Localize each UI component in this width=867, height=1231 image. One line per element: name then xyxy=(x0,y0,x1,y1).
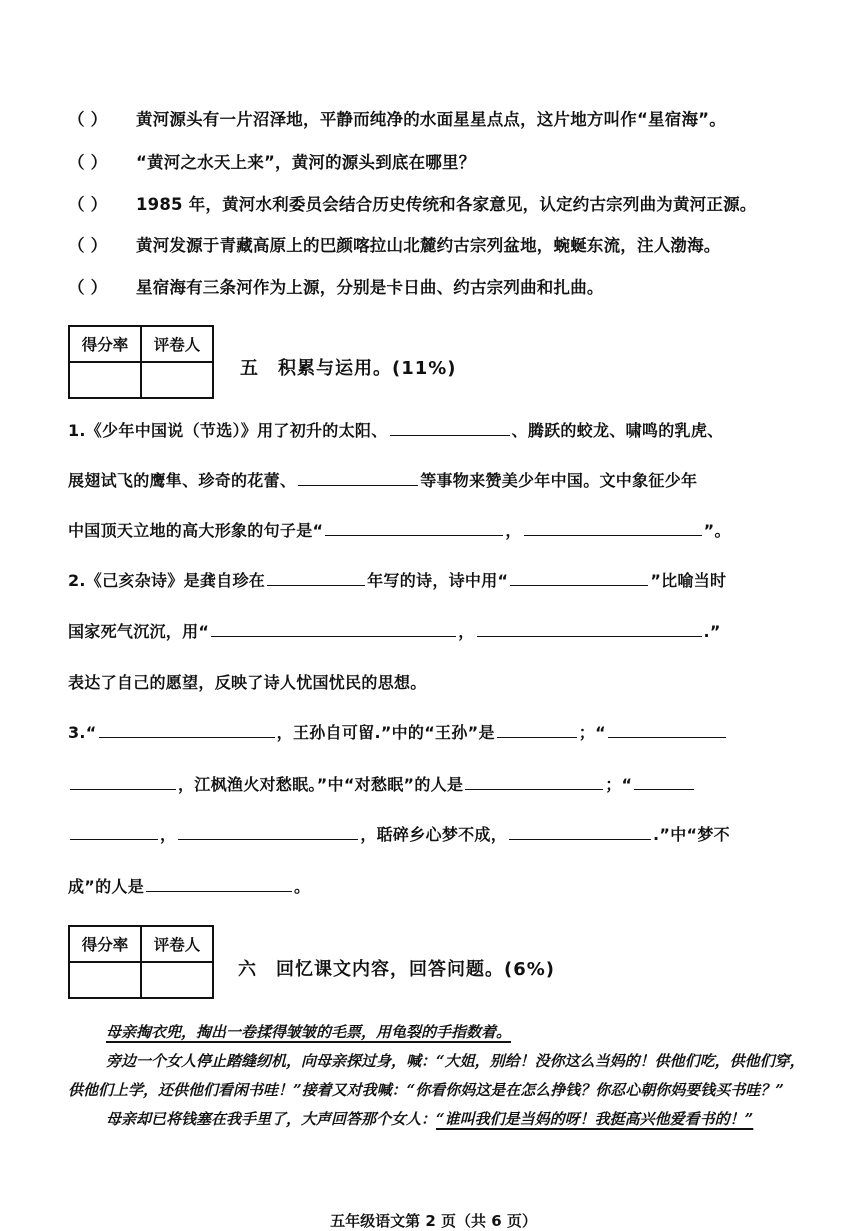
question-text: .”中“梦不 xyxy=(653,825,730,844)
grader-header: 评卷人 xyxy=(141,326,213,362)
score-table xyxy=(68,925,214,999)
passage-paragraph xyxy=(68,1018,808,1047)
question-line xyxy=(68,720,728,743)
question-text: 。 xyxy=(294,877,311,896)
question-text: 、腾跃的蛟龙、啸鸣的乳虎、 xyxy=(511,421,724,440)
answer-parenthesis[interactable]: （ ） xyxy=(68,195,108,214)
question-text: 等事物来赞美少年中国。文中象征少年 xyxy=(420,471,698,490)
question-text: ， xyxy=(160,825,177,844)
answer-blank[interactable] xyxy=(298,471,418,486)
question-line xyxy=(68,822,730,845)
question-text: ， xyxy=(458,622,475,641)
judgement-text: 星宿海有三条河作为上源，分别是卡日曲、约古宗列曲和扎曲。 xyxy=(136,278,604,297)
answer-blank[interactable] xyxy=(608,723,726,738)
answer-blank[interactable] xyxy=(99,723,275,738)
question-text: 3.“ xyxy=(68,723,97,742)
answer-blank[interactable] xyxy=(497,723,577,738)
answer-blank[interactable] xyxy=(524,521,702,536)
score-rate-header: 得分率 xyxy=(69,326,141,362)
section-title: 六 回忆课文内容，回答问题。(6%) xyxy=(238,959,556,980)
question-text: 展翅试飞的鹰隼、珍奇的花蕾、 xyxy=(68,471,297,490)
grader-cell[interactable] xyxy=(141,362,213,398)
question-line xyxy=(68,772,696,795)
passage-paragraph xyxy=(68,1105,808,1134)
question-text: 中国顶天立地的高大形象的句子是“ xyxy=(68,521,324,540)
question-text: 国家死气沉沉，用“ xyxy=(68,622,210,641)
answer-parenthesis[interactable]: （ ） xyxy=(68,278,108,297)
answer-blank[interactable] xyxy=(70,775,176,790)
answer-blank[interactable] xyxy=(510,571,648,586)
question-text: ，聒碎乡心梦不成， xyxy=(360,825,508,844)
grader-header: 评卷人 xyxy=(141,926,213,962)
question-text: ，王孙自可留.”中的“王孙”是 xyxy=(276,723,495,742)
question-text: .” xyxy=(703,622,721,641)
judgement-item xyxy=(68,149,475,173)
judgement-text: 黄河发源于青藏高原上的巴颜喀拉山北麓约古宗列盆地，蜿蜒东流，注人渤海。 xyxy=(136,236,721,255)
question-text: 2.《己亥杂诗》是龚自珍在 xyxy=(68,571,266,590)
answer-blank[interactable] xyxy=(70,825,158,840)
underlined-sentence: “谁叫我们是当妈的呀！我挺高兴他爱看书的！” xyxy=(436,1110,754,1128)
question-line xyxy=(68,619,721,642)
judgement-item xyxy=(68,106,726,130)
judgement-text: 黄河源头有一片沼泽地，平静而纯净的水面星星点点，这片地方叫作“星宿海”。 xyxy=(136,110,726,129)
answer-blank[interactable] xyxy=(325,521,503,536)
answer-blank[interactable] xyxy=(178,825,358,840)
score-rate-cell[interactable] xyxy=(69,362,141,398)
question-text: ，江枫渔火对愁眠。”中“对愁眠”的人是 xyxy=(178,775,464,794)
answer-parenthesis[interactable]: （ ） xyxy=(68,236,108,255)
underlined-sentence: 母亲掏衣兜，掏出一卷揉得皱皱的毛票，用龟裂的手指数着。 xyxy=(106,1023,512,1041)
answer-blank[interactable] xyxy=(146,877,292,892)
passage-paragraph: 旁边一个女人停止踏缝纫机，向母亲探过身，喊：“大姐，别给！没你这么当妈的！供他们吃，供他们穿，供他们上学，还供他们看闲书哇！”接着又对我喊：“你看你妈这是在怎么挣钱？你忍心朝你妈要钱买书哇？” xyxy=(68,1052,805,1099)
judgement-item xyxy=(68,232,721,256)
judgement-item xyxy=(68,191,756,215)
score-rate-cell[interactable] xyxy=(69,962,141,998)
answer-blank[interactable] xyxy=(267,571,365,586)
question-text: 1.《少年中国说（节选）》用了初升的太阳、 xyxy=(68,421,388,440)
page-footer: 五年级语文第 2 页（共 6 页） xyxy=(330,1212,537,1230)
answer-parenthesis[interactable]: （ ） xyxy=(68,153,108,172)
question-text: ”。 xyxy=(703,521,731,540)
question-line xyxy=(68,468,697,491)
question-line: 表达了自己的愿望，反映了诗人忧国忧民的思想。 xyxy=(68,673,427,692)
question-text: ；“ xyxy=(605,775,633,794)
score-rate-header: 得分率 xyxy=(69,926,141,962)
answer-blank[interactable] xyxy=(477,622,702,637)
judgement-item xyxy=(68,274,604,298)
grader-cell[interactable] xyxy=(141,962,213,998)
question-text: 成”的人是 xyxy=(68,877,145,896)
question-line xyxy=(68,418,723,441)
score-table xyxy=(68,325,214,399)
question-text: ”比喻当时 xyxy=(650,571,727,590)
reading-passage xyxy=(68,1018,808,1134)
question-text: ， xyxy=(505,521,522,540)
judgement-text: “黄河之水天上来”，黄河的源头到底在哪里？ xyxy=(136,153,476,172)
question-line xyxy=(68,568,726,591)
answer-blank[interactable] xyxy=(211,622,456,637)
answer-parenthesis[interactable]: （ ） xyxy=(68,110,108,129)
answer-blank[interactable] xyxy=(509,825,651,840)
question-line xyxy=(68,874,310,897)
judgement-text: 1985 年，黄河水利委员会结合历史传统和各家意见，认定约古宗列曲为黄河正源。 xyxy=(136,195,757,214)
passage-text: 母亲却已将钱塞在我手里了，大声回答那个女人： xyxy=(106,1110,437,1128)
answer-blank[interactable] xyxy=(390,421,510,436)
answer-blank[interactable] xyxy=(634,775,694,790)
answer-blank[interactable] xyxy=(465,775,603,790)
section-title: 五 积累与运用。(11%) xyxy=(240,358,457,379)
question-text: ；“ xyxy=(578,723,606,742)
question-text: 年写的诗，诗中用“ xyxy=(367,571,509,590)
question-line xyxy=(68,518,731,541)
